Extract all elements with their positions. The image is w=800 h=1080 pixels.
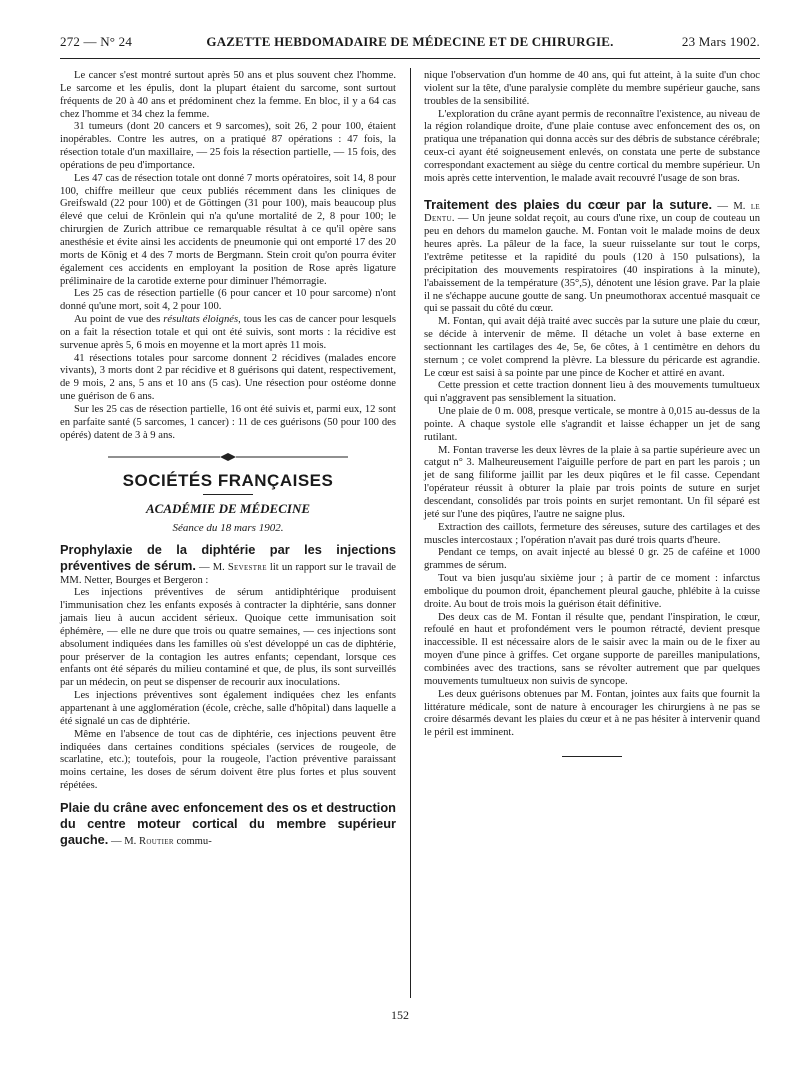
section-title: SOCIÉTÉS FRANÇAISES (122, 471, 334, 491)
article-heading (60, 801, 396, 849)
paragraph: Les deux guérisons obtenues par M. Fontan, jointes aux faits que fournit la littérature médicale, sont de nature à encourager les chirurgiens à ne pas se croire désarmés devant les plaies du cœur et à ne pas hésiter à intervenir quand le péril est imminent. (424, 688, 760, 739)
paragraph: Pendant ce temps, on avait injecté au blessé 0 gr. 25 de caféine et 1000 grammes de sérum. (424, 547, 760, 572)
paragraph: Tout va bien jusqu'au sixième jour ; à partir de ce moment : infarctus embolique du poumon droit, épanchement pleural gauche, phlébite à la cuisse droite. Au bout de trois mois la guérison était définitive. (424, 573, 760, 610)
paragraph: L'exploration du crâne ayant permis de reconnaître l'existence, au niveau de la région rolandique droite, d'une plaie contuse avec enfoncement des os, on pratiqua une trépanation qui donna accès sur des débris de substance cérébrale; ceux-ci ayant été soigneusement enlevés, on constata une perte de substance correspondant exactement au siège du centre cortical du membre supérieur. Un mois après cette intervention, le malade avait recouvré l'usage de son bras. (424, 108, 760, 184)
left-column (60, 70, 396, 848)
paragraph: 41 résections totales pour sarcome donnent 2 récidives (malades encore vivants), 3 morts dont 2 par récidive et 8 guérisons qui datent, respectivement, de 9 mois, 2 ans, 5 ans et 10 ans (5 cas). Une résection pour ostéome donne une guérison de 6 ans. (60, 352, 396, 403)
text-run: — M. (195, 561, 228, 573)
header-rule (60, 58, 760, 59)
author-name: Routier (138, 835, 174, 847)
paragraph: Extraction des caillots, fermeture des séreuses, suture des cartilages et des muscles intercostaux ; l'opération n'avait pas duré trois quarts d'heure. (424, 521, 760, 546)
running-header (60, 34, 760, 54)
paragraph: M. Fontan, qui avait déjà traité avec succès par la suture une plaie du cœur, se décide à intervenir de même. Il détache un volet à base externe en sectionnant les cartilages des 4e, 5e, 6e côtes, à 1 centimètre en dehors du sternum ; ce volet comprend la plèvre. La blessure du péricarde est agrandie. Le cœur est saisi à sa pointe par une pince de Kocher et attiré en avant. (424, 316, 760, 379)
paragraph: Même en l'absence de tout cas de diphtérie, ces injections peuvent être indiquées dans certaines conditions spéciales (services de rougeole, de scarlatine, etc.); toutefois, pour la rougeole, l'action préventive paraissant moins certaine, les doses de sérum doivent être plus fortes et plus souvent répétées. (60, 728, 396, 792)
text-run: — M. (108, 835, 139, 847)
paragraph: Des deux cas de M. Fontan il résulte que, pendant l'inspiration, le cœur, refoulé en haut et profondément vers le poumon rétracté, devient presque inaccessible. Il est nécessaire alors de le saisir avec la main ou de le fixer au moyen d'une pince à griffes. Cet organe supporte de pareilles manipulations, combinées avec des tractions, sans se révolter autrement que par quelques mouvements tumultueux non suivis de syncope. (424, 611, 760, 687)
article-heading (60, 543, 396, 588)
folio-number: 152 (391, 1008, 409, 1022)
paragraph: Sur les 25 cas de résection partielle, 16 ont été suivis et, parmi eux, 12 sont en parfaite santé (5 sarcomes, 1 cancer) : 11 de ces guérisons (50 pour 100 des opérés) datent de 3 à 9 ans. (60, 403, 396, 441)
ornament-divider (60, 452, 396, 465)
paragraph: M. Fontan traverse les deux lèvres de la plaie à sa partie supérieure avec un catgut n° 3. Malheureusement l'aiguille perfore de part en part les parois ; un jet de sang filiforme jaillit par les deux piqûres et le fil casse. Cependant l'opérateur réussit à obturer la plaie par trois points de suture en surjet descendant, consolidés par trois points en surjet remontant. Un fil séparé est jeté sur l'une des piqûres, l'autre ne saigne plus. (424, 444, 760, 520)
text-run: , tous les cas de cancer pour lesquels on a fait la résection totale et qui ont été suivis, sont morts : la récidive est survenue après 5, 6 mois en moyenne et la mort après 11 mois. (60, 314, 396, 351)
paragraph: Cette pression et cette traction donnent lieu à des mouvements tumultueux qui n'aggravent pas sensiblement la situation. (424, 380, 760, 405)
session-date (60, 522, 396, 535)
column-divider (410, 68, 411, 998)
paragraph: Une plaie de 0 m. 008, presque verticale, se montre à 0,015 au-dessus de la pointe. A chaque systole elle s'agrandit et laisse échapper un jet de sang rutilant. (424, 406, 760, 443)
paragraph: nique l'observation d'un homme de 40 ans, qui fut atteint, à la suite d'un choc violent sur la tête, d'une paralysie complète du membre supérieur gauche, sans troubles de la sensibilité. (424, 70, 760, 107)
article-title: Plaie du crâne avec enfoncement des os et destruction du centre moteur cortical du membre supérieur gauche. (60, 799, 396, 847)
session-label: Séance du (172, 522, 218, 534)
author-name: Sevestre (227, 561, 267, 573)
session-day: 18 mars 1902. (220, 522, 284, 534)
paragraph: Les 47 cas de résection totale ont donné 7 morts opératoires, soit 14, 8 pour 100, chiffre meilleur que ceux publiés récemment dans les cliniques de Greifswald (22 pour 100) et de Göttingen (31 pour 100), mais beaucoup plus élevé que celui de Krönlein qui n'a qu'une mortalité de 2, 8 pour 100; le chirurgien de Zurich attribue ce remarquable résultat à ce qu'il opère sans anesthésie et évite ainsi les accidents de pneumonie qui ont emporté 17 des 20 morts de König et 4 des 7 morts de Bergmann. Stein croit qu'on pourra éviter également ces accidents en employant la position de Rose après ligature préliminaire de la carotide externe pour diminuer l'hémorragie. (60, 172, 396, 287)
paragraph: Les injections préventives de sérum antidiphtérique produisent l'immunisation chez les enfants exposés à contracter la diphtérie, sans donner jamais lieu à aucun accident sérieux. Quoique cette immunisation soit éphémère, — elle ne dure que trois ou quatre semaines, — ces injections sont absolument indiquées dans les familles où s'est développé un cas de diphtérie, pour préserver de la contagion les autres enfants; cependant, lorsque ces enfants ont été séparés du milieu contaminé et que, de plus, ils sont surveillés par un médecin, on peut se dispenser de recourir aux inoculations. (60, 587, 396, 689)
journal-title: GAZETTE HEBDOMADAIRE DE MÉDECINE ET DE CHIRURGIE. (206, 34, 614, 49)
ornament-icon (108, 452, 348, 462)
paragraph: Les 25 cas de résection partielle (6 pour cancer et 10 pour sarcome) n'ont donné qu'une mort, soit 4, 2 pour 100. (60, 288, 396, 313)
text-run: lit un rapport sur le travail de MM. Netter, Bourges et Bergeron : (60, 561, 396, 586)
article-title: Traitement des plaies du cœur par la suture. (424, 196, 713, 212)
emphasis: résultats éloignés (163, 314, 239, 326)
issue-date: 23 Mars 1902. (681, 34, 760, 49)
text-run: — M. (712, 200, 751, 212)
short-rule (203, 494, 253, 495)
paragraph: Les injections préventives sont également indiquées chez les enfants appartenant à une agglomération (école, crèche, salle d'hôpital) dans laquelle a été signalé un cas de diphtérie. (60, 690, 396, 727)
paragraph (60, 314, 396, 353)
article-heading (424, 198, 760, 317)
text-run: . — Un jeune soldat reçoit, au cours d'une rixe, un coup de couteau un peu en dehors du mamelon gauche. M. Fontan voit le malade moins de deux heures après. La pâleur de la face, la sueur ruisselante sur tout le corps, l'extrême petitesse et la rapidité du pouls (120 à 150 pulsations), la précipitation des mouvements respiratoires (40 inspirations à la minute), l'abaissement de la température (35°,5), dénotent une lésion grave. Par la plaie il ne s'échappe aucune goutte de sang. Un pneumothorax accentué masquait ce qui se passait du côté du cœur. (424, 213, 760, 315)
text-run: Au point de vue des (74, 314, 164, 326)
paragraph: 31 tumeurs (dont 20 cancers et 9 sarcomes), soit 26, 2 pour 100, étaient inopérables. Contre les autres, on a pratiqué 87 opérations : 47 fois, la résection totale d'un maxillaire, — 25 fois la résection partielle, — 15 fois, des opérations de peu d'importance. (60, 121, 396, 171)
right-column (424, 70, 760, 757)
text-run: commu- (173, 835, 212, 847)
article-title: Prophylaxie de la diphtérie par les injections préventives de sérum. (60, 541, 396, 573)
paragraph: Le cancer s'est montré surtout après 50 ans et plus souvent chez l'homme. Le sarcome et les épulis, dont la plupart étaient du sarcome, sont surtout fréquents de 20 à 40 ans et prédominent chez la femme. En bloc, il y a 64 cas chez l'homme et 34 chez la femme. (60, 70, 396, 120)
author-name: le Dentu (424, 200, 761, 225)
subsection-title: ACADÉMIE DE MÉDECINE (146, 501, 310, 517)
page-number: 272 — N° 24 (60, 34, 133, 49)
end-rule (562, 756, 622, 757)
